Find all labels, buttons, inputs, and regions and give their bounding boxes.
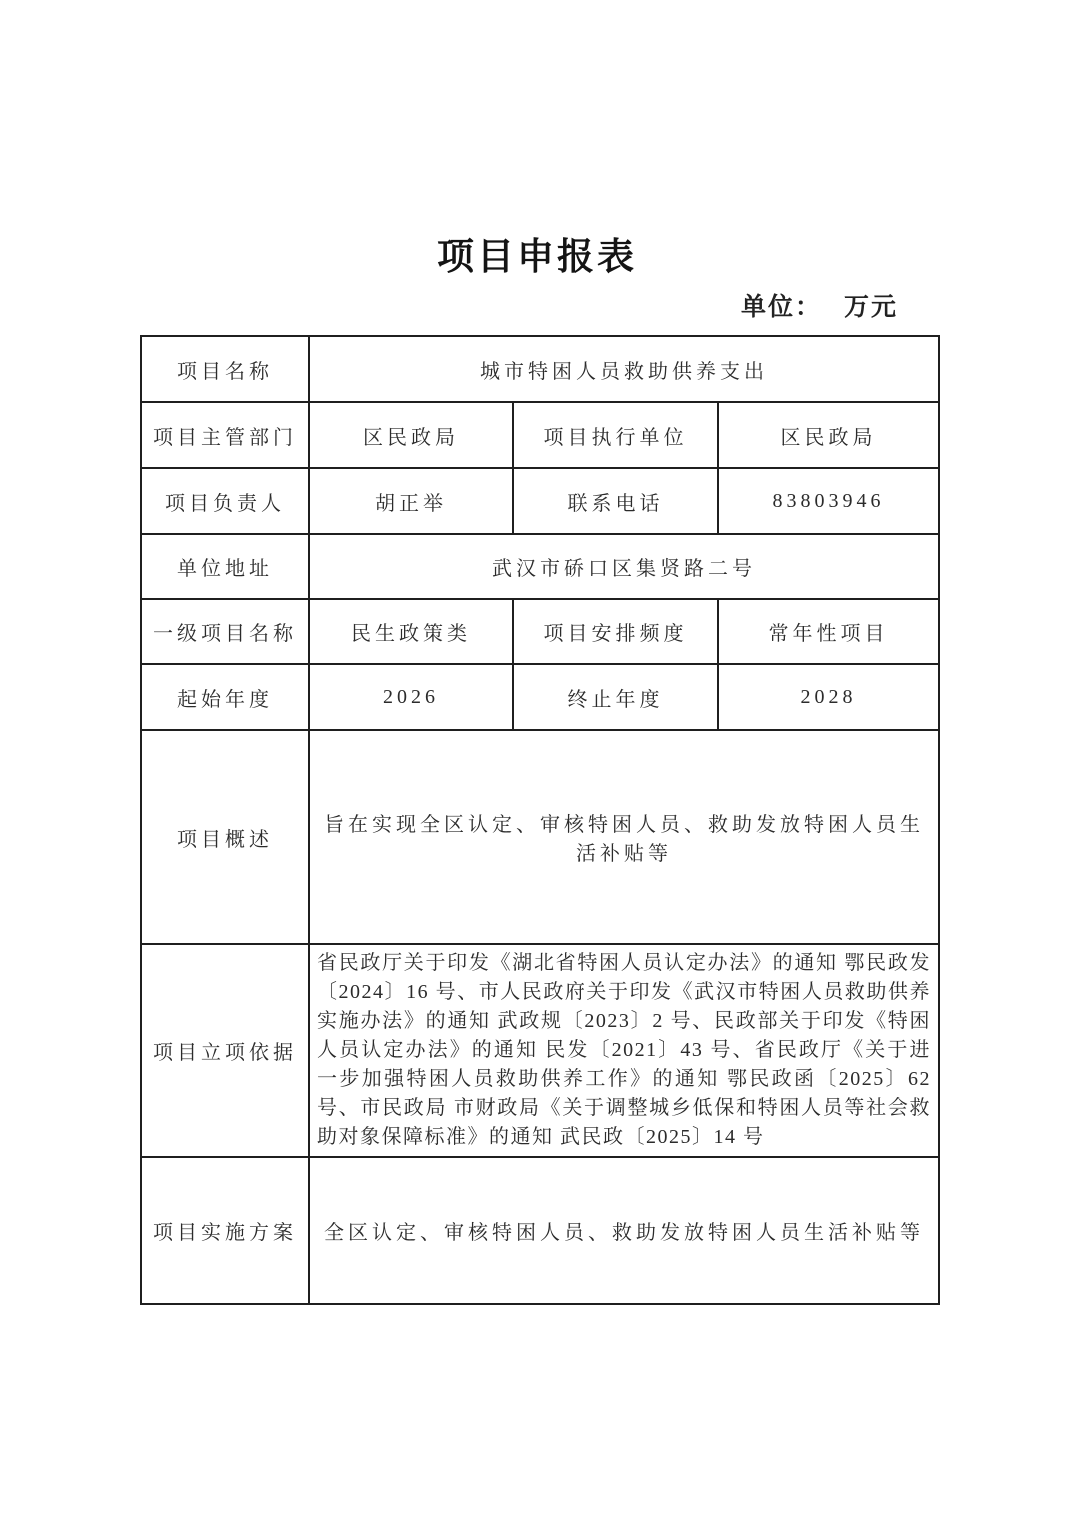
- field-label-contact-phone: 联系电话: [513, 468, 718, 534]
- table-row: [141, 534, 939, 599]
- table-row: [141, 468, 939, 534]
- field-value-project-leader: 胡正举: [309, 468, 513, 534]
- field-value-arrangement-frequency: 常年性项目: [718, 599, 939, 664]
- field-label-executing-unit: 项目执行单位: [513, 402, 718, 468]
- table-row: [141, 599, 939, 664]
- field-value-unit-address: 武汉市硚口区集贤路二号: [309, 534, 939, 599]
- table-row: [141, 336, 939, 402]
- field-value-executing-unit: 区民政局: [718, 402, 939, 468]
- field-value-start-year: 2026: [309, 664, 513, 730]
- field-value-project-overview: 旨在实现全区认定、审核特困人员、救助发放特困人员生活补贴等: [309, 730, 939, 944]
- unit-line: [741, 287, 898, 323]
- field-value-level1-project-name: 民生政策类: [309, 599, 513, 664]
- field-value-project-approval-basis: 省民政厅关于印发《湖北省特困人员认定办法》的通知 鄂民政发〔2024〕16 号、市人民政府关于印发《武汉市特困人员救助供养实施办法》的通知 武政规〔2023〕2 号、民政部关于印发《特困人员认定办法》的通知 民发〔2021〕43 号、省民政厅《关于进一步加强特困人员救助供养工作》的通知 鄂民政函〔2025〕62 号、市民政局 市财政局《关于调整城乡低保和特困人员等社会救助对象保障标准》的通知 武民政〔2025〕14 号: [309, 944, 939, 1157]
- field-value-end-year: 2028: [718, 664, 939, 730]
- field-label-level1-project-name: 一级项目名称: [141, 599, 309, 664]
- unit-value: 万元: [843, 294, 898, 321]
- field-label-project-approval-basis: 项目立项依据: [141, 944, 309, 1157]
- field-label-implementation-plan: 项目实施方案: [141, 1157, 309, 1304]
- field-label-supervising-department: 项目主管部门: [141, 402, 309, 468]
- field-value-project-name: 城市特困人员救助供养支出: [309, 336, 939, 402]
- field-label-project-name: 项目名称: [141, 336, 309, 402]
- field-value-contact-phone: 83803946: [718, 468, 939, 534]
- table-row: [141, 1157, 939, 1304]
- field-label-end-year: 终止年度: [513, 664, 718, 730]
- unit-label: 单位：: [740, 294, 822, 321]
- table-row: [141, 664, 939, 730]
- document-title: 项目申报表: [437, 237, 637, 278]
- table-row: [141, 730, 939, 944]
- field-label-project-leader: 项目负责人: [141, 468, 309, 534]
- field-label-arrangement-frequency: 项目安排频度: [513, 599, 718, 664]
- field-value-supervising-department: 区民政局: [309, 402, 513, 468]
- field-label-unit-address: 单位地址: [141, 534, 309, 599]
- field-label-start-year: 起始年度: [141, 664, 309, 730]
- field-value-implementation-plan: 全区认定、审核特困人员、救助发放特困人员生活补贴等: [309, 1157, 939, 1304]
- field-label-project-overview: 项目概述: [141, 730, 309, 944]
- table-row: [141, 944, 939, 1157]
- project-application-table: [140, 335, 940, 1305]
- table-row: [141, 402, 939, 468]
